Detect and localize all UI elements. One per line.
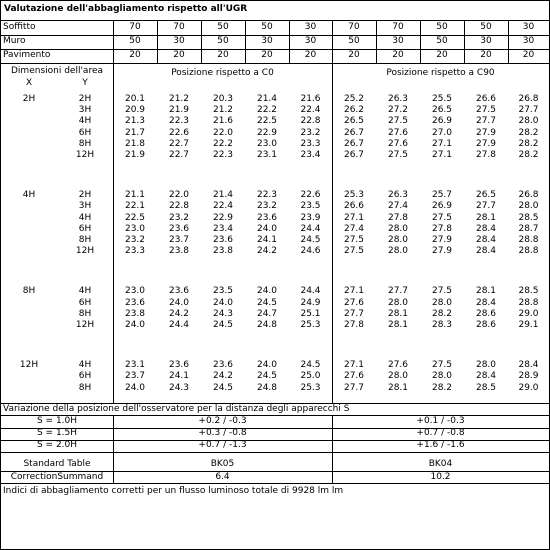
ugr-value-c90: 28.4 <box>475 235 497 245</box>
ugr-value-c90: 26.9 <box>431 201 453 212</box>
ugr-value-c0: 24.5 <box>256 371 278 382</box>
ugr-value-c0: 23.8 <box>124 308 146 319</box>
ugr-value-c90: 26.5 <box>343 116 365 127</box>
ugr-value-c0: 23.3 <box>300 138 321 149</box>
reflectance-value: 50 <box>261 22 273 32</box>
grid-line <box>245 20 246 63</box>
area-y: 8H <box>78 308 92 319</box>
grid-line <box>157 20 158 63</box>
ugr-value-c90: 28.8 <box>518 297 539 308</box>
grid-line <box>201 20 202 63</box>
variation-c90: +0.7 / -0.8 <box>416 428 465 438</box>
grid-line <box>420 20 421 63</box>
ugr-value-c0: 21.7 <box>124 127 146 138</box>
ugr-value-c0: 22.9 <box>212 212 234 223</box>
ugr-value-c0: 24.5 <box>300 235 321 245</box>
ugr-value-c90: 27.8 <box>431 223 453 234</box>
reflectance-value: 50 <box>436 36 448 46</box>
standard-table-c90: BK04 <box>428 459 453 469</box>
reflectance-value: 50 <box>217 22 229 32</box>
ugr-value-c0: 22.5 <box>124 212 146 223</box>
ugr-value-c90: 27.5 <box>343 246 365 257</box>
ugr-value-c0: 22.3 <box>212 150 234 160</box>
ugr-value-c90: 25.7 <box>431 190 453 201</box>
ugr-value-c90: 28.1 <box>475 212 497 223</box>
ugr-value-c90: 27.2 <box>387 105 409 116</box>
ugr-value-c90: 27.7 <box>518 105 539 116</box>
ugr-value-c90: 28.0 <box>387 297 409 308</box>
ugr-value-c0: 24.8 <box>256 382 278 393</box>
ugr-value-c0: 24.8 <box>256 320 278 330</box>
ugr-value-c90: 27.7 <box>343 308 365 319</box>
ugr-value-c0: 22.2 <box>256 105 278 116</box>
area-y: 6H <box>78 127 92 138</box>
ugr-value-c0: 24.0 <box>212 297 234 308</box>
ugr-value-c90: 26.9 <box>431 116 453 127</box>
ugr-value-c0: 22.1 <box>124 201 146 212</box>
grid-line <box>1 452 549 453</box>
reflectance-label: Muro <box>3 36 26 46</box>
variation-label: Variazione della posizione dell'osservatore per la distanza degli apparecchi S <box>3 404 350 414</box>
ugr-value-c0: 22.0 <box>168 190 190 201</box>
area-y: 4H <box>78 116 92 127</box>
area-x: 12H <box>19 360 39 371</box>
reflectance-value: 30 <box>304 22 317 32</box>
ugr-value-c90: 28.1 <box>475 286 497 297</box>
ugr-value-c0: 21.2 <box>212 105 234 116</box>
area-x: 2H <box>22 94 36 104</box>
footnote: Indici di abbagliamento corretti per un flusso luminoso totale di 9928 lm lm <box>3 486 344 496</box>
ugr-value-c90: 27.5 <box>431 212 453 223</box>
ugr-value-c0: 24.3 <box>212 308 234 319</box>
ugr-value-c0: 24.5 <box>300 360 321 371</box>
ugr-value-c90: 28.2 <box>431 308 453 319</box>
ugr-value-c90: 28.6 <box>475 320 497 330</box>
reflectance-value: 70 <box>129 22 141 32</box>
ugr-value-c0: 21.9 <box>168 105 190 116</box>
ugr-value-c0: 21.3 <box>124 116 146 127</box>
area-y: 8H <box>78 382 92 393</box>
ugr-value-c0: 24.7 <box>256 308 278 319</box>
area-y: 12H <box>75 150 95 160</box>
area-x: 4H <box>22 190 36 201</box>
variation-c0: +0.7 / -1.3 <box>198 440 247 450</box>
ugr-value-c0: 24.2 <box>212 371 234 382</box>
grid-line <box>376 20 377 63</box>
reflectance-value: 70 <box>348 22 360 32</box>
ugr-value-c90: 27.8 <box>475 150 497 160</box>
ugr-value-c0: 21.2 <box>168 94 190 104</box>
ugr-value-c90: 27.9 <box>431 246 453 257</box>
reflectance-value: 30 <box>261 36 273 46</box>
ugr-value-c90: 27.5 <box>475 105 497 116</box>
ugr-value-c0: 24.6 <box>300 246 321 257</box>
ugr-value-c0: 23.4 <box>300 150 321 160</box>
ugr-value-c0: 24.4 <box>300 223 321 234</box>
ugr-value-c0: 23.5 <box>300 201 321 212</box>
reflectance-value: 20 <box>348 50 360 60</box>
standard-table-c0: BK05 <box>210 459 235 469</box>
ugr-value-c90: 27.9 <box>431 235 453 245</box>
ugr-value-c0: 21.8 <box>124 138 146 149</box>
ugr-value-c90: 27.1 <box>343 286 365 297</box>
ugr-value-c0: 23.6 <box>168 223 190 234</box>
reflectance-value: 20 <box>480 50 492 60</box>
ugr-value-c90: 26.2 <box>343 105 365 116</box>
ugr-value-c90: 27.7 <box>387 286 409 297</box>
ugr-value-c0: 23.3 <box>124 246 146 257</box>
ugr-value-c0: 24.0 <box>256 223 278 234</box>
ugr-value-c90: 27.6 <box>343 371 365 382</box>
ugr-value-c0: 24.0 <box>124 382 146 393</box>
ugr-value-c90: 27.5 <box>431 286 453 297</box>
ugr-value-c0: 23.6 <box>256 212 278 223</box>
grid-line <box>508 20 509 63</box>
ugr-value-c0: 20.1 <box>124 94 146 104</box>
reflectance-value: 30 <box>304 36 317 46</box>
ugr-value-c0: 22.8 <box>168 201 190 212</box>
ugr-value-c0: 23.6 <box>168 286 190 297</box>
ugr-value-c90: 27.6 <box>343 297 365 308</box>
area-y: 4H <box>78 212 92 223</box>
reflectance-value: 50 <box>348 36 360 46</box>
ugr-value-c0: 22.3 <box>168 116 190 127</box>
ugr-value-c0: 23.2 <box>168 212 190 223</box>
area-y: 2H <box>78 94 92 104</box>
ugr-value-c0: 22.4 <box>212 201 234 212</box>
ugr-value-c90: 27.8 <box>387 212 409 223</box>
ugr-value-c90: 28.2 <box>518 138 539 149</box>
ugr-value-c0: 23.2 <box>124 235 146 245</box>
ugr-value-c90: 27.6 <box>387 127 409 138</box>
ugr-value-c90: 28.7 <box>518 223 539 234</box>
ugr-value-c90: 27.1 <box>431 138 453 149</box>
grid-line <box>1 483 549 484</box>
area-y: 8H <box>78 235 92 245</box>
ugr-value-c90: 28.0 <box>387 235 409 245</box>
ugr-value-c0: 21.4 <box>256 94 278 104</box>
ugr-value-c0: 25.3 <box>300 382 321 393</box>
correction-label: CorrectionSummand <box>10 472 104 482</box>
ugr-value-c90: 26.7 <box>343 150 365 160</box>
ugr-value-c0: 24.0 <box>124 320 146 330</box>
variation-s: S = 2.0H <box>36 440 78 450</box>
ugr-value-c0: 22.4 <box>300 105 321 116</box>
ugr-value-c0: 21.9 <box>124 150 146 160</box>
ugr-value-c0: 21.1 <box>124 190 146 201</box>
reflectance-value: 70 <box>392 22 404 32</box>
ugr-value-c90: 29.0 <box>518 382 539 393</box>
ugr-value-c90: 28.4 <box>475 246 497 257</box>
reflectance-value: 50 <box>436 22 448 32</box>
reflectance-value: 20 <box>304 50 317 60</box>
ugr-value-c90: 27.7 <box>475 116 497 127</box>
ugr-value-c90: 26.3 <box>387 190 409 201</box>
ugr-value-c0: 23.2 <box>256 201 278 212</box>
ugr-value-c0: 24.4 <box>300 286 321 297</box>
ugr-value-c0: 23.6 <box>168 360 190 371</box>
variation-c0: +0.2 / -0.3 <box>198 416 247 426</box>
ugr-value-c90: 29.0 <box>518 308 539 319</box>
ugr-value-c90: 25.2 <box>343 94 365 104</box>
ugr-value-c0: 23.1 <box>256 150 278 160</box>
ugr-value-c0: 24.9 <box>300 297 321 308</box>
ugr-value-c90: 27.4 <box>343 223 365 234</box>
reflectance-value: 30 <box>392 36 404 46</box>
reflectance-value: 30 <box>522 36 535 46</box>
ugr-value-c0: 23.6 <box>212 360 234 371</box>
ugr-value-c0: 21.6 <box>300 94 321 104</box>
ugr-value-c90: 28.4 <box>475 371 497 382</box>
ugr-value-c90: 28.2 <box>518 127 539 138</box>
ugr-value-c90: 27.1 <box>343 212 365 223</box>
ugr-value-c90: 26.8 <box>518 94 539 104</box>
ugr-value-c90: 25.5 <box>431 94 453 104</box>
area-y: 2H <box>78 190 92 201</box>
ugr-value-c0: 24.5 <box>256 297 278 308</box>
ugr-value-c0: 22.5 <box>256 116 278 127</box>
ugr-value-c90: 27.5 <box>387 116 409 127</box>
ugr-value-c90: 28.8 <box>518 246 539 257</box>
ugr-value-c0: 22.0 <box>212 127 234 138</box>
ugr-value-c90: 28.0 <box>387 246 409 257</box>
ugr-value-c0: 23.1 <box>124 360 146 371</box>
ugr-value-c0: 22.7 <box>168 150 190 160</box>
ugr-value-c0: 23.0 <box>124 286 146 297</box>
y-label: Y <box>82 78 88 88</box>
grid-line <box>332 20 333 63</box>
ugr-value-c90: 26.7 <box>343 127 365 138</box>
ugr-value-c90: 27.6 <box>387 360 409 371</box>
ugr-value-c90: 26.7 <box>343 138 365 149</box>
ugr-value-c0: 23.2 <box>300 127 321 138</box>
ugr-value-c90: 28.5 <box>518 212 539 223</box>
ugr-value-c90: 26.3 <box>387 94 409 104</box>
ugr-value-c90: 28.9 <box>518 371 539 382</box>
variation-c90: +1.6 / -1.6 <box>416 440 465 450</box>
ugr-value-c90: 27.0 <box>431 127 453 138</box>
ugr-value-c0: 24.3 <box>168 382 190 393</box>
ugr-value-c90: 26.5 <box>475 190 497 201</box>
ugr-value-c90: 28.1 <box>387 320 409 330</box>
reflectance-value: 20 <box>392 50 404 60</box>
ugr-value-c0: 25.0 <box>300 371 321 382</box>
ugr-value-c0: 22.7 <box>168 138 190 149</box>
grid-line <box>464 20 465 63</box>
ugr-value-c0: 22.6 <box>168 127 190 138</box>
ugr-value-c90: 27.1 <box>343 360 365 371</box>
ugr-value-c0: 22.3 <box>256 190 278 201</box>
ugr-value-c0: 23.0 <box>124 223 146 234</box>
ugr-value-c90: 27.5 <box>431 360 453 371</box>
variation-s: S = 1.0H <box>36 416 78 426</box>
ugr-value-c0: 24.4 <box>168 320 190 330</box>
reflectance-value: 50 <box>217 36 229 46</box>
c0-header: Posizione rispetto a C0 <box>171 68 274 78</box>
ugr-value-c90: 27.9 <box>475 138 497 149</box>
grid-line <box>1 63 549 64</box>
area-y: 3H <box>78 105 92 116</box>
ugr-value-c90: 28.2 <box>431 382 453 393</box>
ugr-value-c0: 23.8 <box>168 246 190 257</box>
correction-c0: 6.4 <box>215 472 230 482</box>
ugr-value-c90: 28.3 <box>431 320 453 330</box>
ugr-value-c90: 28.6 <box>475 308 497 319</box>
dimensions-header: Dimensioni dell'area <box>11 66 103 76</box>
ugr-value-c90: 28.0 <box>518 116 539 127</box>
ugr-value-c90: 27.7 <box>475 201 497 212</box>
ugr-value-c90: 28.0 <box>387 223 409 234</box>
area-y: 6H <box>78 223 92 234</box>
ugr-value-c0: 24.0 <box>168 297 190 308</box>
ugr-value-c90: 28.1 <box>387 382 409 393</box>
ugr-value-c0: 23.0 <box>256 138 278 149</box>
area-y: 12H <box>75 246 95 257</box>
reflectance-label: Soffitto <box>3 22 36 32</box>
variation-s: S = 1.5H <box>36 428 78 438</box>
area-y: 4H <box>78 360 92 371</box>
ugr-value-c0: 21.6 <box>212 116 234 127</box>
reflectance-value: 30 <box>480 36 492 46</box>
ugr-value-c90: 27.4 <box>387 201 409 212</box>
reflectance-label: Pavimento <box>3 50 51 60</box>
ugr-value-c90: 28.0 <box>387 371 409 382</box>
area-y: 8H <box>78 138 92 149</box>
ugr-value-c90: 29.1 <box>518 320 539 330</box>
ugr-value-c90: 27.1 <box>431 150 453 160</box>
ugr-value-c0: 23.5 <box>212 286 234 297</box>
ugr-value-c90: 26.8 <box>518 190 539 201</box>
reflectance-value: 20 <box>173 50 185 60</box>
ugr-value-c90: 27.5 <box>343 235 365 245</box>
ugr-value-c0: 24.2 <box>256 246 278 257</box>
ugr-value-c0: 24.5 <box>212 320 234 330</box>
ugr-value-c0: 23.8 <box>212 246 234 257</box>
grid-line <box>289 20 290 63</box>
area-y: 12H <box>75 320 95 330</box>
ugr-value-c90: 28.0 <box>475 360 497 371</box>
ugr-value-c90: 27.7 <box>343 382 365 393</box>
reflectance-value: 70 <box>173 22 185 32</box>
ugr-value-c90: 28.0 <box>431 371 453 382</box>
ugr-value-c90: 28.8 <box>518 235 539 245</box>
reflectance-value: 30 <box>522 22 535 32</box>
ugr-value-c0: 24.5 <box>212 382 234 393</box>
reflectance-value: 20 <box>129 50 141 60</box>
ugr-value-c90: 28.4 <box>518 360 539 371</box>
ugr-value-c90: 28.4 <box>475 223 497 234</box>
ugr-value-c90: 26.6 <box>343 201 365 212</box>
ugr-value-c0: 21.4 <box>212 190 234 201</box>
reflectance-value: 50 <box>480 22 492 32</box>
ugr-value-c0: 24.0 <box>256 286 278 297</box>
ugr-value-c0: 22.8 <box>300 116 321 127</box>
ugr-value-c0: 23.7 <box>124 371 146 382</box>
ugr-value-c90: 28.5 <box>518 286 539 297</box>
ugr-value-c90: 25.3 <box>343 190 365 201</box>
ugr-value-c0: 24.2 <box>168 308 190 319</box>
ugr-value-c0: 23.6 <box>124 297 146 308</box>
ugr-value-c0: 23.7 <box>168 235 190 245</box>
ugr-value-c0: 24.1 <box>168 371 190 382</box>
reflectance-value: 20 <box>436 50 448 60</box>
reflectance-value: 20 <box>522 50 535 60</box>
x-label: X <box>25 78 33 88</box>
grid-line <box>113 20 114 63</box>
ugr-value-c0: 22.6 <box>300 190 321 201</box>
reflectance-value: 20 <box>261 50 273 60</box>
area-x: 8H <box>22 286 36 297</box>
ugr-value-c0: 22.2 <box>212 138 234 149</box>
reflectance-value: 30 <box>173 36 185 46</box>
ugr-value-c0: 25.1 <box>300 308 321 319</box>
ugr-value-c90: 28.4 <box>475 297 497 308</box>
ugr-value-c90: 28.5 <box>475 382 497 393</box>
ugr-value-c0: 22.9 <box>256 127 278 138</box>
grid-line <box>1 20 549 21</box>
ugr-value-c0: 25.3 <box>300 320 321 330</box>
ugr-value-c90: 28.0 <box>431 297 453 308</box>
standard-table-label: Standard Table <box>23 459 91 469</box>
area-y: 6H <box>78 297 92 308</box>
area-y: 3H <box>78 201 92 212</box>
ugr-value-c0: 23.9 <box>300 212 321 223</box>
reflectance-value: 20 <box>217 50 229 60</box>
c90-header: Posizione rispetto a C90 <box>386 68 495 78</box>
ugr-value-c0: 23.4 <box>212 223 234 234</box>
area-y: 6H <box>78 371 92 382</box>
ugr-value-c90: 27.5 <box>387 150 409 160</box>
variation-c0: +0.3 / -0.8 <box>198 428 247 438</box>
ugr-value-c90: 27.9 <box>475 127 497 138</box>
ugr-value-c90: 27.6 <box>387 138 409 149</box>
ugr-value-c0: 24.1 <box>256 235 278 245</box>
ugr-value-c90: 26.6 <box>475 94 497 104</box>
ugr-value-c0: 23.6 <box>212 235 234 245</box>
ugr-value-c90: 28.0 <box>518 201 539 212</box>
correction-c90: 10.2 <box>430 472 451 482</box>
area-y: 4H <box>78 286 92 297</box>
ugr-value-c0: 20.9 <box>124 105 146 116</box>
ugr-value-c0: 24.0 <box>256 360 278 371</box>
ugr-value-c90: 26.5 <box>431 105 453 116</box>
variation-c90: +0.1 / -0.3 <box>416 416 465 426</box>
ugr-value-c90: 27.8 <box>343 320 365 330</box>
ugr-value-c90: 28.2 <box>518 150 539 160</box>
page-title: Valutazione dell'abbagliamento rispetto all'UGR <box>4 4 248 14</box>
reflectance-value: 50 <box>129 36 141 46</box>
ugr-value-c90: 28.1 <box>387 308 409 319</box>
ugr-value-c0: 20.3 <box>212 94 234 104</box>
